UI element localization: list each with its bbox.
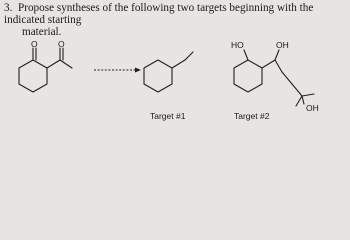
target-2-oh-label: OH [276,40,289,50]
target-2-caption: Target #2 [234,111,270,121]
question-number: 3. [4,2,13,14]
acetyl-oxygen-label: O [58,39,65,49]
target-1-structure [144,52,193,121]
question-line-1: Propose syntheses of the following two targets beginning with the indicated starting [4,2,314,26]
dashed-arrow [94,68,141,73]
question-line-2: material. [22,26,62,38]
target-2-ho-label: HO [231,40,244,50]
target-1-caption: Target #1 [150,111,186,121]
starting-material-structure [19,39,72,92]
target-2-structure [231,40,319,121]
ketone-oxygen-label: O [31,39,38,49]
target-2-tertiary-oh-label: OH [306,103,319,113]
